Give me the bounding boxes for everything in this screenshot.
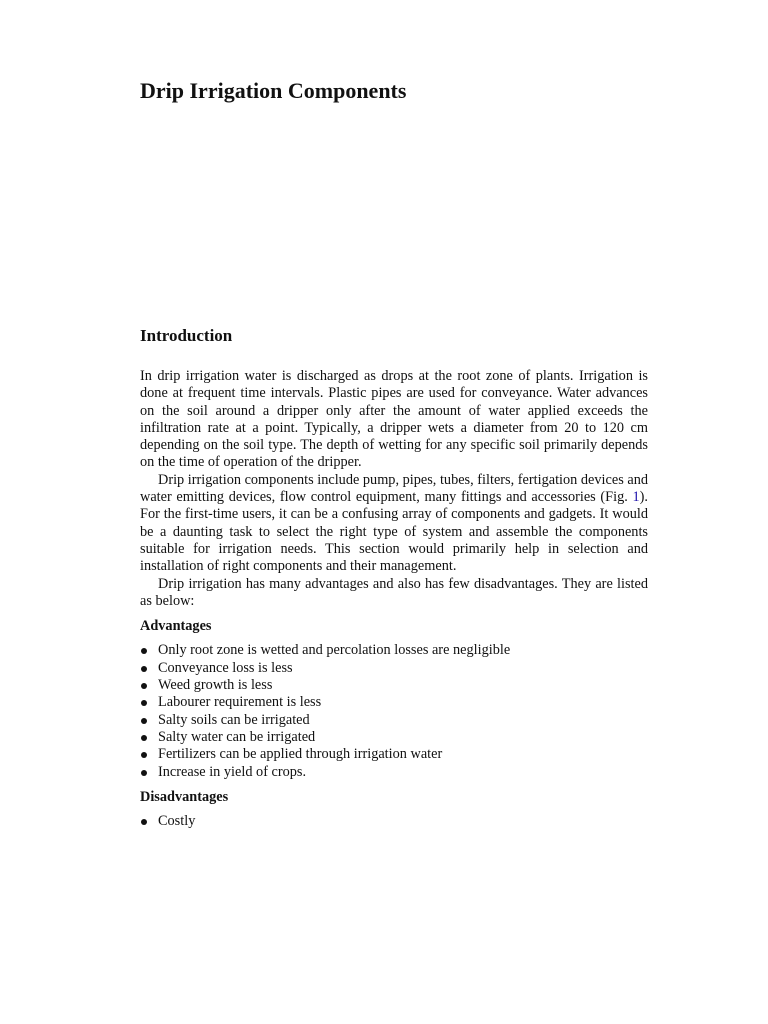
list-item [140,712,648,729]
list-item [140,694,648,711]
list-item [140,813,648,830]
list-item [140,729,648,746]
list-item [140,660,648,677]
paragraph-1: In drip irrigation water is discharged as drops at the root zone of plants. Irrigation is done at frequent time intervals. Plastic pipes are used for conveyance. Water advances on the soil around a dripper only after the amount of water applied exceeds the infiltration rate at a point. Typically, a dripper wets a diameter from 20 to 120 cm depending on the soil type. The depth of wetting for any specific soil primarily depends on the time of operation of the dripper. [140,368,648,471]
bullet-icon [141,819,147,825]
section-heading-introduction: Introduction [140,326,233,345]
bullet-icon [141,752,147,758]
advantages-list [140,642,648,780]
list-item-text: Costly [158,813,196,830]
paragraph-2-start: Drip irrigation components include pump, pipes, tubes, filters, fertigation devices and water emitting devices, flow control equipment, many fittings and accessories (Fig. [140,471,648,506]
bullet-icon [141,735,147,741]
list-item-text: Salty soils can be irrigated [158,711,310,728]
list-item [140,642,648,659]
list-item-text: Fertilizers can be applied through irrigation water [158,746,443,763]
list-item-text: Conveyance loss is less [158,659,293,676]
advantages-heading: Advantages [140,618,212,635]
paragraph-2 [140,472,648,576]
bullet-icon [141,770,147,776]
list-item-text: Weed growth is less [158,677,273,694]
chapter-title: Drip Irrigation Components [140,78,407,103]
bullet-icon [141,648,147,654]
list-item-text: Salty water can be irrigated [158,728,316,745]
bullet-icon [141,718,147,724]
bullet-icon [141,683,147,689]
paragraph-3: Drip irrigation has many advantages and also has few disadvantages. They are listed as below: [140,575,648,609]
list-item [140,764,648,781]
list-item-text: Labourer requirement is less [158,694,322,711]
figure-link[interactable]: 1 [632,489,640,506]
list-item-text: Increase in yield of crops. [158,763,307,780]
paragraph-2-end: ). For the first-time users, it can be a confusing array of components and gadgets. It would be a daunting task to select the right type of system and assemble the components suitable for irrigation needs. This section would primarily help in selection and installation of right components and their management. [140,489,648,575]
disadvantages-heading: Disadvantages [140,788,229,805]
introduction-body [140,368,648,830]
bullet-icon [141,666,147,672]
list-item [140,677,648,694]
list-item-text: Only root zone is wetted and percolation losses are negligible [158,642,511,659]
disadvantages-list [140,813,648,830]
bullet-icon [141,700,147,706]
list-item [140,746,648,763]
